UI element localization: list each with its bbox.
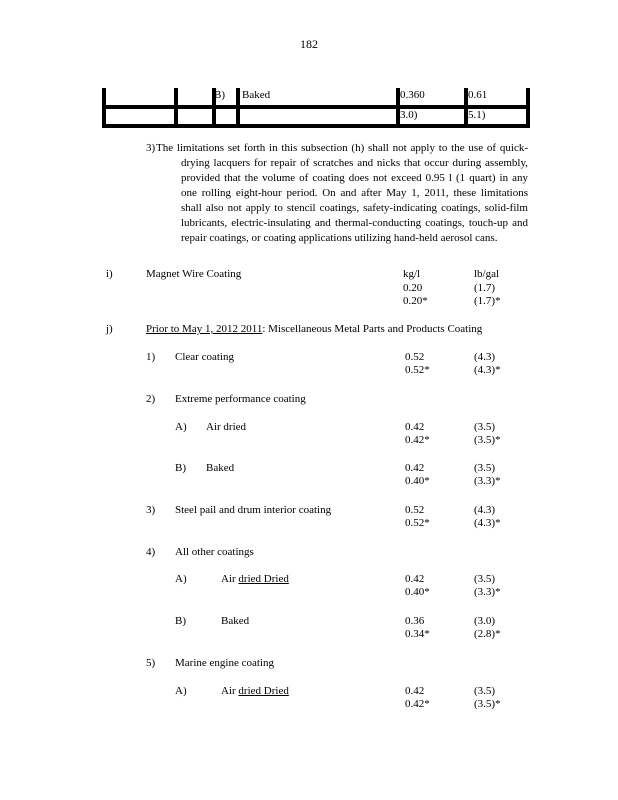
- table-baked-label: Baked: [242, 89, 271, 101]
- lb-value: (4.3): [474, 504, 496, 516]
- lb-value: (3.5)*: [474, 434, 501, 446]
- table-lb-value-2: 5.1): [468, 109, 486, 121]
- lb-value: (3.0): [474, 615, 496, 627]
- section-j-title: Prior to May 1, 2012 2011: Miscellaneous Metal Parts and Products Coating: [146, 323, 483, 335]
- lb-value: (3.5)*: [474, 698, 501, 710]
- lb-value: (4.3)*: [474, 517, 501, 529]
- kg-value: 0.40*: [405, 586, 430, 598]
- kg-header: kg/l: [403, 268, 421, 280]
- note-paragraph: The limitations set forth in this subsection (h) shall not apply to the use of quick-drying lacquers for repair of scratches and nicks that occur during assembly, provided that the volume of coating does not exceed 0.95 l (1 quart) in any one rolling eight-hour period. On and after May 1, 2011, these limitations shall also not apply to stencil coatings, safety-indicating coatings, solid-film lubricants, electric-insulating and thermal-conducting coatings, touch-up and repair coatings, or coating applications utilizing hand-held aerosol cans.: [156, 142, 528, 244]
- item-number: 4): [146, 546, 156, 558]
- table-lb-value: 0.61: [468, 89, 488, 101]
- lb-value: (3.5): [474, 573, 496, 585]
- kg-value: 0.40*: [405, 475, 430, 487]
- item-number: 5): [146, 657, 156, 669]
- sub-item-letter: A): [175, 421, 187, 433]
- item-label: Marine engine coating: [175, 657, 274, 669]
- kg-value: 0.20: [403, 282, 423, 294]
- kg-value: 0.42: [405, 421, 425, 433]
- lb-value: (3.5): [474, 462, 496, 474]
- item-number: 1): [146, 351, 156, 363]
- lb-value: (4.3): [474, 351, 496, 363]
- kg-value: 0.42: [405, 573, 425, 585]
- sub-item-letter: A): [175, 573, 187, 585]
- kg-value: 0.52: [405, 351, 425, 363]
- kg-value: 0.42: [405, 685, 425, 697]
- kg-value: 0.42*: [405, 698, 430, 710]
- lb-header: lb/gal: [474, 268, 500, 280]
- item-label: Clear coating: [175, 351, 234, 363]
- kg-value: 0.34*: [405, 628, 430, 640]
- table-kg-value: 0.360: [400, 89, 425, 101]
- kg-value: 0.20*: [403, 295, 428, 307]
- table-sub-label: B): [214, 89, 225, 101]
- section-j-label: j): [106, 323, 113, 335]
- lb-value: (3.3)*: [474, 586, 501, 598]
- sub-item-label: Air dried Dried: [221, 685, 289, 697]
- kg-value: 0.36: [405, 615, 425, 627]
- lb-value: (1.7): [474, 282, 496, 294]
- sub-item-label: Baked: [206, 462, 235, 474]
- sub-item-label: Baked: [221, 615, 250, 627]
- item-label: All other coatings: [175, 546, 254, 558]
- item-label: Steel pail and drum interior coating: [175, 504, 332, 516]
- lb-value: (4.3)*: [474, 364, 501, 376]
- table-kg-value-2: 3.0): [400, 109, 418, 121]
- sub-item-letter: A): [175, 685, 187, 697]
- kg-value: 0.52*: [405, 364, 430, 376]
- item-number: 2): [146, 393, 156, 405]
- section-i-label: i): [106, 268, 113, 280]
- lb-value: (3.5): [474, 685, 496, 697]
- kg-value: 0.52*: [405, 517, 430, 529]
- item-label: Extreme performance coating: [175, 393, 306, 405]
- sub-item-letter: B): [175, 615, 186, 627]
- kg-value: 0.52: [405, 504, 425, 516]
- section-i-title: Magnet Wire Coating: [146, 268, 242, 280]
- sub-item-letter: B): [175, 462, 186, 474]
- lb-value: (3.3)*: [474, 475, 501, 487]
- lb-value: (3.5): [474, 421, 496, 433]
- sub-item-label: Air dried Dried: [221, 573, 289, 585]
- table-fragment: [102, 88, 530, 128]
- lb-value: (2.8)*: [474, 628, 501, 640]
- note-label: 3): [146, 142, 156, 154]
- lb-value: (1.7)*: [474, 295, 501, 307]
- item-number: 3): [146, 504, 156, 516]
- kg-value: 0.42: [405, 462, 425, 474]
- sub-item-label: Air dried: [206, 421, 247, 433]
- page-number: 182: [300, 37, 318, 51]
- kg-value: 0.42*: [405, 434, 430, 446]
